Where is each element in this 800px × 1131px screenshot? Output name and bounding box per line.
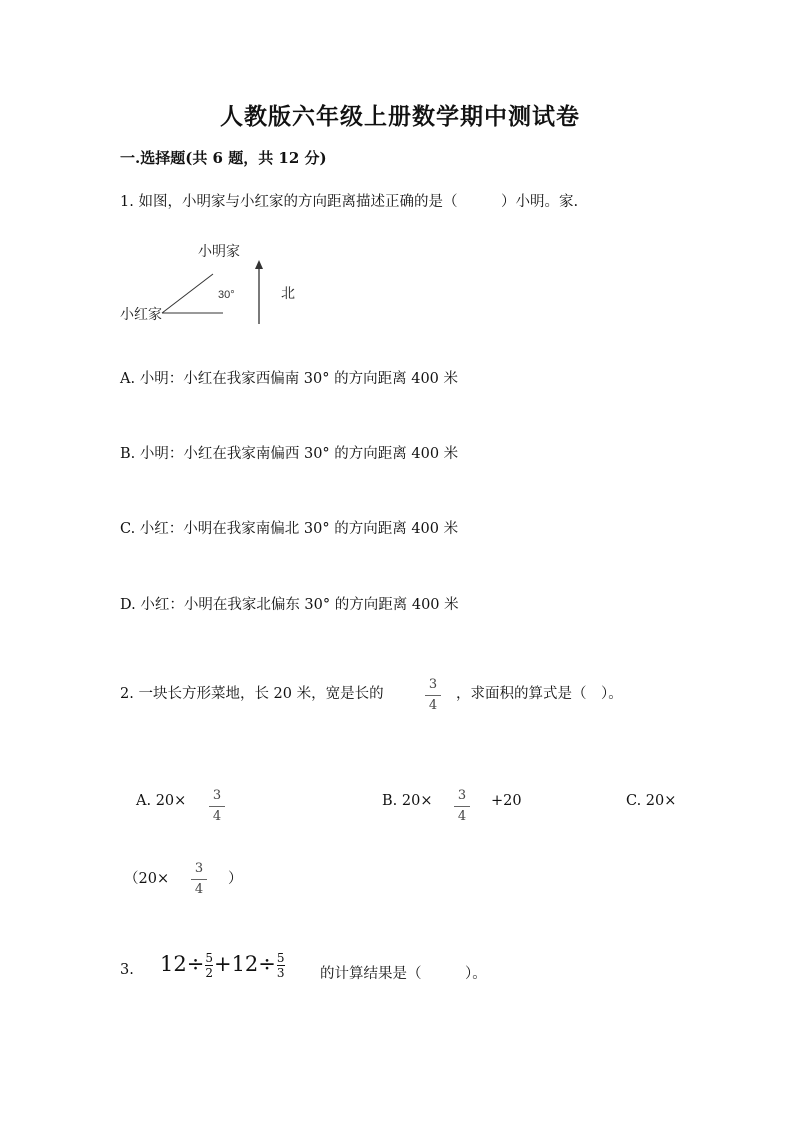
direction-diagram [110,238,310,330]
option-a: A. 小明：小红在我家西偏南 30° 的方向距离 400 米 [120,371,459,387]
option-d: D. 小红：小明在我家北偏东 30° 的方向距离 400 米 [120,597,459,613]
q2-option-b-fraction: 3 4 [454,788,470,825]
expr-fraction-1: $\frac{5}{2}$ [205,951,213,980]
fraction-three-quarters: 3 4 [425,677,441,714]
q2-option-c: C. 20× [626,793,677,809]
page-title: 人教版六年级上册数学期中测试卷 [220,103,580,130]
q2-option-a-fraction: 3 4 [209,788,225,825]
north-arrow-icon [255,260,263,269]
question-2-stem-end: ，求面积的算式是（ ）。 [456,686,623,702]
expr-part-b: +12÷ [213,952,276,976]
question-3-expression [160,952,286,979]
north-label: 北 [281,285,295,301]
angle-label: 30° [218,289,235,301]
question-2-stem: 2. 一块长方形菜地，长 20 米，宽是长的 [120,686,384,702]
q2-option-c-continued: （20× [124,871,170,887]
q2-option-b-suffix: +20 [491,793,522,809]
q2-option-a: A. 20× [136,793,187,809]
q2-option-c-close: ） [228,871,243,887]
label-xiaohong-home: 小红家 [120,306,162,322]
q2-option-b: B. 20× [382,793,433,809]
section-heading: 一.选择题(共 6 题，共 12 分) [120,149,327,167]
option-b: B. 小明：小红在我家南偏西 30° 的方向距离 400 米 [120,446,459,462]
question-3-number: 3. [120,962,134,978]
expr-fraction-2: $\frac{5}{3}$ [276,951,285,980]
question-1-stem: 1. 如图，小明家与小红家的方向距离描述正确的是（ ）小明。家. [120,194,579,210]
direction-line [162,274,213,313]
option-c: C. 小红：小明在我家南偏北 30° 的方向距离 400 米 [120,521,459,537]
expr-part-a: 12÷ [160,952,205,976]
label-xiaoming-home: 小明家 [198,243,240,259]
question-3-stem: 的计算结果是（ ）。 [320,966,487,982]
q2-option-c-fraction: 3 4 [191,861,207,898]
